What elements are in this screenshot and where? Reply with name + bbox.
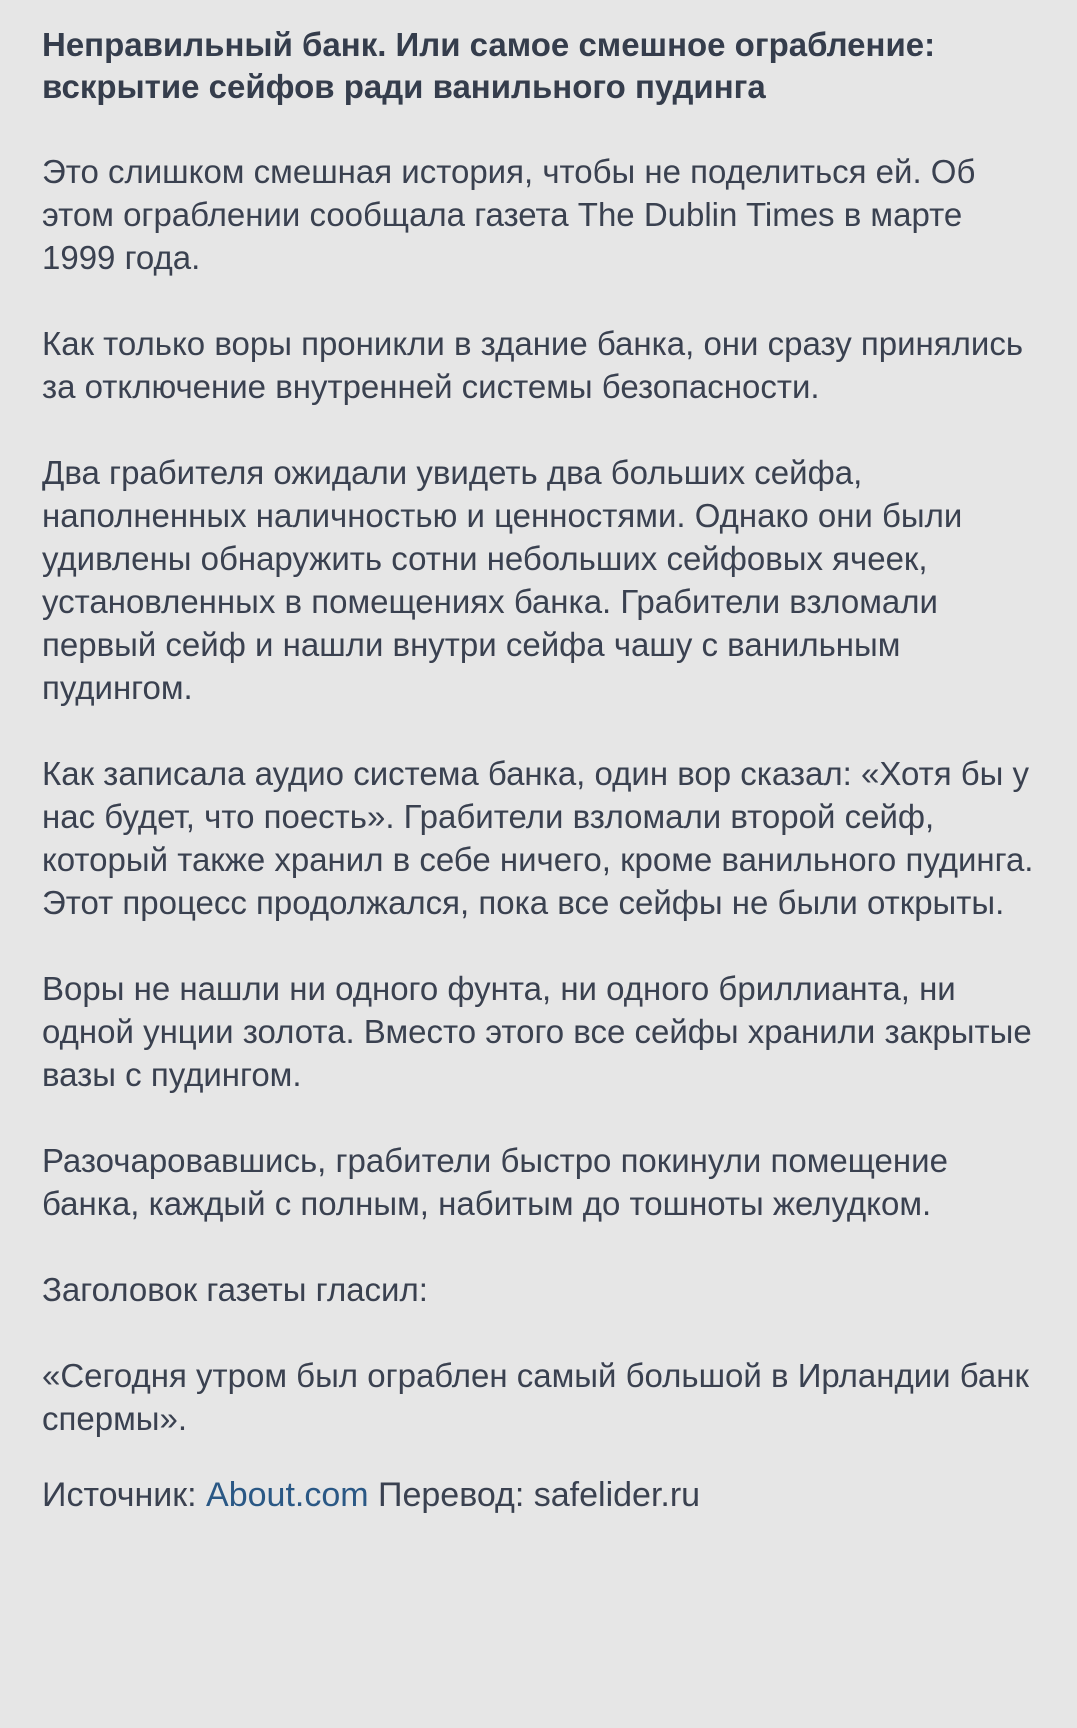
paragraph: Воры не нашли ни одного фунта, ни одного бриллианта, ни одной унции золота. Вместо этого все сейфы хранили закрытые вазы с пудингом.: [42, 970, 1032, 1093]
source-line: [42, 1474, 1041, 1517]
paragraph: Заголовок газеты гласил:: [42, 1271, 428, 1308]
source-label: Источник:: [42, 1476, 197, 1514]
paragraph: Разочаровавшись, грабители быстро покинули помещение банка, каждый с полным, набитым до тошноты желудком.: [42, 1142, 948, 1222]
paragraph-newspaper-headline: «Сегодня утром был ограблен самый большой в Ирландии банк спермы».: [42, 1357, 1029, 1437]
paragraph: Как записала аудио система банка, один вор сказал: «Хотя бы у нас будет, что поесть». Грабители взломали второй сейф, который также хранил в себе ничего, кроме ванильного пудинга. Этот процесс продолжался, пока все сейфы не были открыты.: [42, 755, 1034, 921]
post-title: Неправильный банк. Или самое смешное ограбление: вскрытие сейфов ради ванильного пудинга: [42, 26, 936, 105]
post-body: [42, 150, 1041, 1440]
paragraph: Два грабителя ожидали увидеть два больших сейфа, наполненных наличностью и ценностями. Однако они были удивлены обнаружить сотни небольших сейфовых ячеек, установленных в помещениях банка. Грабители взломали первый сейф и нашли внутри сейфа чашу с ванильным пудингом.: [42, 454, 963, 706]
paragraph: Это слишком смешная история, чтобы не поделиться ей. Об этом ограблении сообщала газета The Dublin Times в марте 1999 года.: [42, 153, 976, 276]
paragraph: Как только воры проникли в здание банка, они сразу принялись за отключение внутренней системы безопасности.: [42, 325, 1024, 405]
translation-credit: Перевод: safelider.ru: [378, 1476, 701, 1514]
source-link[interactable]: About.com: [206, 1476, 369, 1514]
